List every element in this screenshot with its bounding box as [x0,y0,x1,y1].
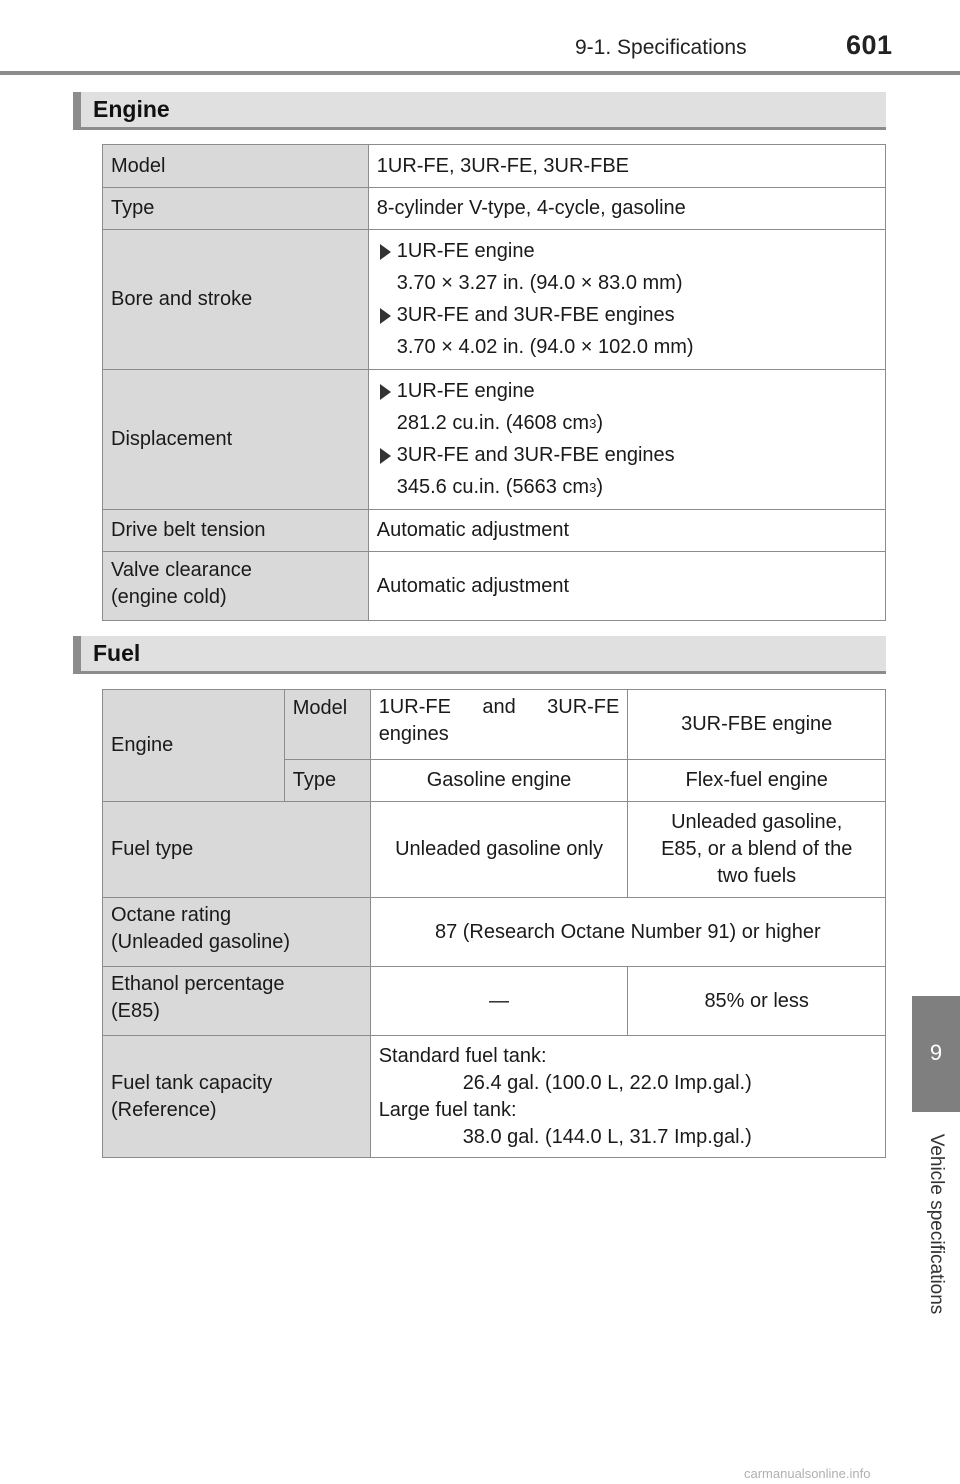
watermark: carmanualsonline.info [744,1466,871,1481]
fueltype-col2: Unleaded gasoline, E85, or a blend of the two fuels [628,802,886,898]
triangle-bullet-icon [380,448,391,464]
fuel-spec-table [102,689,886,1158]
disp-value-1: 281.2 cu.in. (4608 cm 3 ) [396,412,603,434]
bore-label: Bore and stroke [103,230,369,370]
triangle-bullet-icon [380,308,391,324]
triangle-bullet-icon [380,384,391,400]
engine-spec-table [102,144,886,621]
model-label: Model [284,690,370,760]
list-item [377,236,877,268]
ethanol-col2: 85% or less [628,967,886,1036]
chapter-tab [912,996,960,1112]
engine-section-header [73,92,886,130]
type-label: Type [284,760,370,802]
tank-std-value: 26.4 gal. (100.0 L, 22.0 Imp.gal.) [462,1071,752,1094]
tank-large-value: 38.0 gal. (144.0 L, 31.7 Imp.gal.) [462,1125,752,1148]
chapter-label: Vehicle specifications [926,1133,947,1315]
table-row [103,510,886,552]
triangle-bullet-icon [380,244,391,260]
model-col1: 1UR-FE and 3UR-FE engines [370,690,628,760]
octane-value: 87 (Research Octane Number 91) or higher [370,898,885,967]
table-row [103,1036,886,1158]
bore-values [368,230,885,370]
table-row [103,898,886,967]
chapter-number: 9 [929,1040,943,1065]
table-row [103,690,886,760]
fuel-section-header [73,636,886,674]
displacement-label: Displacement [103,370,369,510]
table-row [103,967,886,1036]
type-value: 8-cylinder V-type, 4-cycle, gasoline [368,188,885,230]
tank-large-label: Large fuel tank: [378,1098,517,1121]
tank-label: Fuel tank capacity (Reference) [103,1036,371,1158]
fuel-section-title: Fuel [93,640,141,666]
disp-engine-1: 1UR-FE engine [396,380,535,402]
model-value: 1UR-FE, 3UR-FE, 3UR-FBE [368,145,885,188]
belt-value: Automatic adjustment [368,510,885,552]
valve-value: Automatic adjustment [368,552,885,621]
table-row [103,188,886,230]
disp-value-2: 345.6 cu.in. (5663 cm 3 ) [396,476,603,498]
bore-value-1: 3.70 × 3.27 in. (94.0 × 83.0 mm) [396,272,683,294]
table-row [103,370,886,510]
page-number: 601 [846,30,893,60]
table-row [103,145,886,188]
disp-engine-2: 3UR-FE and 3UR-FBE engines [396,444,675,466]
header-divider [0,71,960,75]
list-item [377,376,877,408]
fueltype-col1: Unleaded gasoline only [370,802,628,898]
bore-engine-1: 1UR-FE engine [396,240,535,262]
ethanol-col1: — [370,967,628,1036]
octane-label: Octane rating (Unleaded gasoline) [103,898,371,967]
tank-values [370,1036,885,1158]
tank-std-label: Standard fuel tank: [378,1044,547,1067]
list-item [377,440,877,472]
table-row [103,552,886,621]
engine-label: Engine [103,690,285,802]
type-label: Type [103,188,369,230]
table-row [103,802,886,898]
list-item [377,300,877,332]
bore-engine-2: 3UR-FE and 3UR-FBE engines [396,304,675,326]
bore-value-2: 3.70 × 4.02 in. (94.0 × 102.0 mm) [396,336,694,358]
valve-label: Valve clearance (engine cold) [103,552,369,621]
belt-label: Drive belt tension [103,510,369,552]
model-col2: 3UR-FBE engine [628,690,886,760]
table-row [103,230,886,370]
displacement-values [368,370,885,510]
type-col1: Gasoline engine [370,760,628,802]
engine-section-title: Engine [93,96,170,122]
model-label: Model [103,145,369,188]
fueltype-label: Fuel type [103,802,371,898]
type-col2: Flex-fuel engine [628,760,886,802]
ethanol-label: Ethanol percentage (E85) [103,967,371,1036]
section-title: 9-1. Specifications [575,36,747,59]
